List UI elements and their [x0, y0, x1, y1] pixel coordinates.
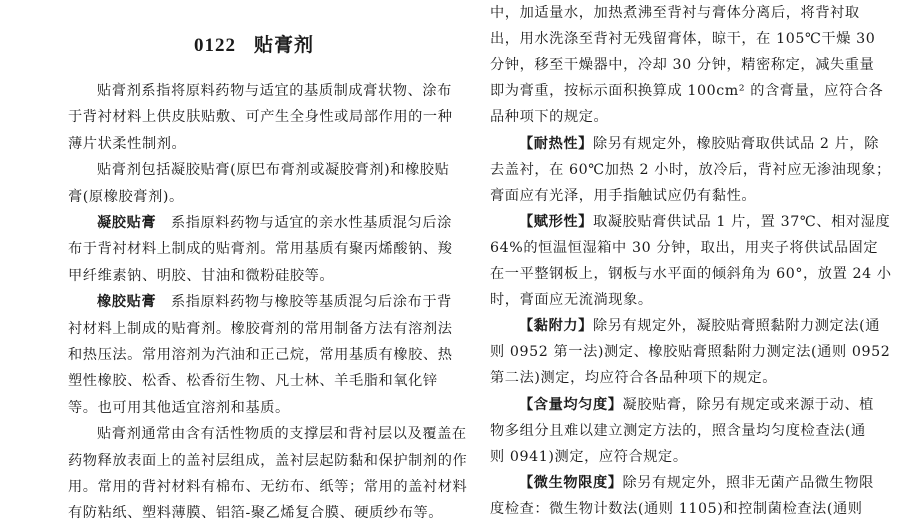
- line-text: 在一平整钢板上，钢板与水平面的倾斜角为 60°，放置 24 小: [490, 266, 892, 282]
- text-line: [97, 161, 449, 179]
- text-line: [97, 214, 452, 232]
- text-line: [490, 56, 874, 74]
- text-line: [68, 108, 452, 126]
- text-line: [490, 448, 688, 466]
- text-line: [97, 293, 452, 311]
- line-text: 第二法)测定，均应符合各品种项下的规定。: [490, 370, 778, 387]
- text-line: [490, 343, 890, 361]
- text-line: [490, 500, 863, 518]
- text-line: [68, 478, 467, 496]
- section-number: 0122: [193, 35, 236, 56]
- line-text: 64%的恒温恒湿箱中 30 分钟，取出，用夹子将供试品固定: [490, 239, 879, 256]
- line-text: 品种项下的规定。: [490, 109, 609, 126]
- text-line: [490, 161, 891, 179]
- term-heading: 橡胶贴膏: [97, 294, 157, 311]
- text-line: [68, 346, 452, 364]
- line-text: 贴膏剂包括凝胶贴膏(原巴布膏剂或凝胶膏剂)和橡胶贴: [97, 162, 450, 179]
- line-text: 贴膏剂系指将原料药物与适宜的基质制成膏状物、涂布: [97, 83, 452, 99]
- term-heading: 【微生物限度】: [519, 474, 623, 491]
- text-line: [68, 504, 443, 522]
- text-line: [519, 474, 874, 492]
- text-line: [490, 291, 653, 309]
- line-text: 除另有规定外，凝胶贴膏照黏附力测定法(通: [592, 318, 881, 335]
- text-line: [490, 422, 866, 440]
- line-text: 分钟，移至干燥器中，冷却 30 分钟，精密称定，减失重量: [490, 57, 875, 74]
- line-text: 和热压法。常用溶剂为汽油和正己烷，常用基质有橡胶、热: [68, 347, 453, 363]
- text-line: [68, 452, 467, 470]
- line-text: 系指原料药物与橡胶等基质混匀后涂布于背: [156, 294, 452, 311]
- term-heading: 【赋形性】: [519, 213, 593, 230]
- text-line: [490, 265, 892, 283]
- line-text: 度检查：微生物计数法(通则 1105)和控制菌检查法(通则: [490, 500, 863, 517]
- term-heading: 【含量均匀度】: [519, 396, 623, 413]
- text-line: [490, 239, 878, 257]
- line-text: 薄片状柔性制剂。: [68, 135, 187, 152]
- text-line: [490, 30, 875, 48]
- text-line: [68, 372, 438, 390]
- text-line: [97, 425, 467, 443]
- line-text: 药物释放表面上的盖衬层组成，盖衬层起防黏和保护制剂的作: [68, 452, 468, 469]
- text-line: [519, 135, 879, 153]
- line-text: 于背衬材料上供皮肤贴敷、可产生全身性或局部作用的一种: [68, 109, 453, 126]
- text-line: [68, 399, 290, 417]
- text-line: [519, 396, 874, 414]
- section-name: 贴膏剂: [253, 34, 314, 56]
- term-heading: 凝胶贴膏: [97, 215, 157, 231]
- line-text: 用。常用的背衬材料有棉布、无纺布、纸等；常用的盖衬材料: [68, 479, 468, 495]
- line-text: 凝胶贴膏，除另有规定或来源于动、植: [622, 396, 874, 413]
- line-text: 则 0941)测定，应符合规定。: [490, 448, 688, 465]
- line-text: 塑性橡胶、松香、松香衍生物、凡士林、羊毛脂和氧化锌: [68, 373, 438, 390]
- line-text: 时，膏面应无流淌现象。: [490, 292, 653, 309]
- text-line: [490, 369, 777, 387]
- line-text: 布于背衬材料上制成的贴膏剂。常用基质有聚丙烯酸钠、羧: [68, 241, 453, 258]
- text-line: [490, 4, 860, 22]
- line-text: 除另有规定外，照非无菌产品微生物限: [622, 474, 874, 491]
- line-text: 除另有规定外，橡胶贴膏取供试品 2 片，除: [592, 135, 879, 152]
- line-text: 出，用水洗涤至背衬无残留膏体，晾干，在 105℃干燥 30: [490, 31, 876, 48]
- text-line: [97, 82, 452, 100]
- line-text: 物多组分且难以建立测定方法的，照含量均匀度检查法(通: [490, 422, 866, 439]
- line-text: 去盖衬，在 60℃加热 2 小时，放冷后，背衬应无渗油现象；: [490, 161, 891, 178]
- text-line: [490, 187, 756, 205]
- line-text: 膏(原橡胶膏剂)。: [68, 188, 184, 205]
- text-line: [490, 108, 608, 126]
- page-title: [68, 30, 440, 57]
- text-line: [490, 82, 883, 100]
- line-text: 膏面应有光泽，用手指触试应仍有黏性。: [490, 187, 757, 204]
- line-text: 等。也可用其他适宜溶剂和基质。: [68, 399, 290, 416]
- text-line: [68, 240, 452, 258]
- text-line: [68, 188, 184, 206]
- line-text: 衬材料上制成的贴膏剂。橡胶膏剂的常用制备方法有溶剂法: [68, 320, 453, 337]
- line-text: 贴膏剂通常由含有活性物质的支撑层和背衬层以及覆盖在: [97, 426, 467, 443]
- text-line: [68, 267, 334, 285]
- line-text: 有防粘纸、塑料薄膜、铝箔-聚乙烯复合膜、硬质纱布等。: [68, 505, 444, 522]
- line-text: 中，加适量水，加热煮沸至背衬与膏体分离后，将背衬取: [490, 5, 860, 21]
- line-text: 取凝胶贴膏供试品 1 片，置 37℃、相对湿度: [592, 213, 891, 230]
- line-text: 则 0952 第一法)测定、橡胶贴膏照黏附力测定法(通则 0952: [490, 344, 891, 361]
- text-line: [519, 317, 880, 335]
- line-text: 即为膏重，按标示面积换算成 100cm² 的含膏量，应符合各: [490, 83, 884, 100]
- line-text: 甲纤维素钠、明胶、甘油和微粉硅胶等。: [68, 267, 335, 284]
- term-heading: 【耐热性】: [519, 135, 593, 152]
- text-line: [519, 213, 890, 231]
- text-line: [68, 320, 452, 338]
- text-line: [68, 135, 186, 153]
- line-text: 系指原料药物与适宜的亲水性基质混匀后涂: [156, 215, 452, 231]
- term-heading: 【黏附力】: [519, 318, 593, 335]
